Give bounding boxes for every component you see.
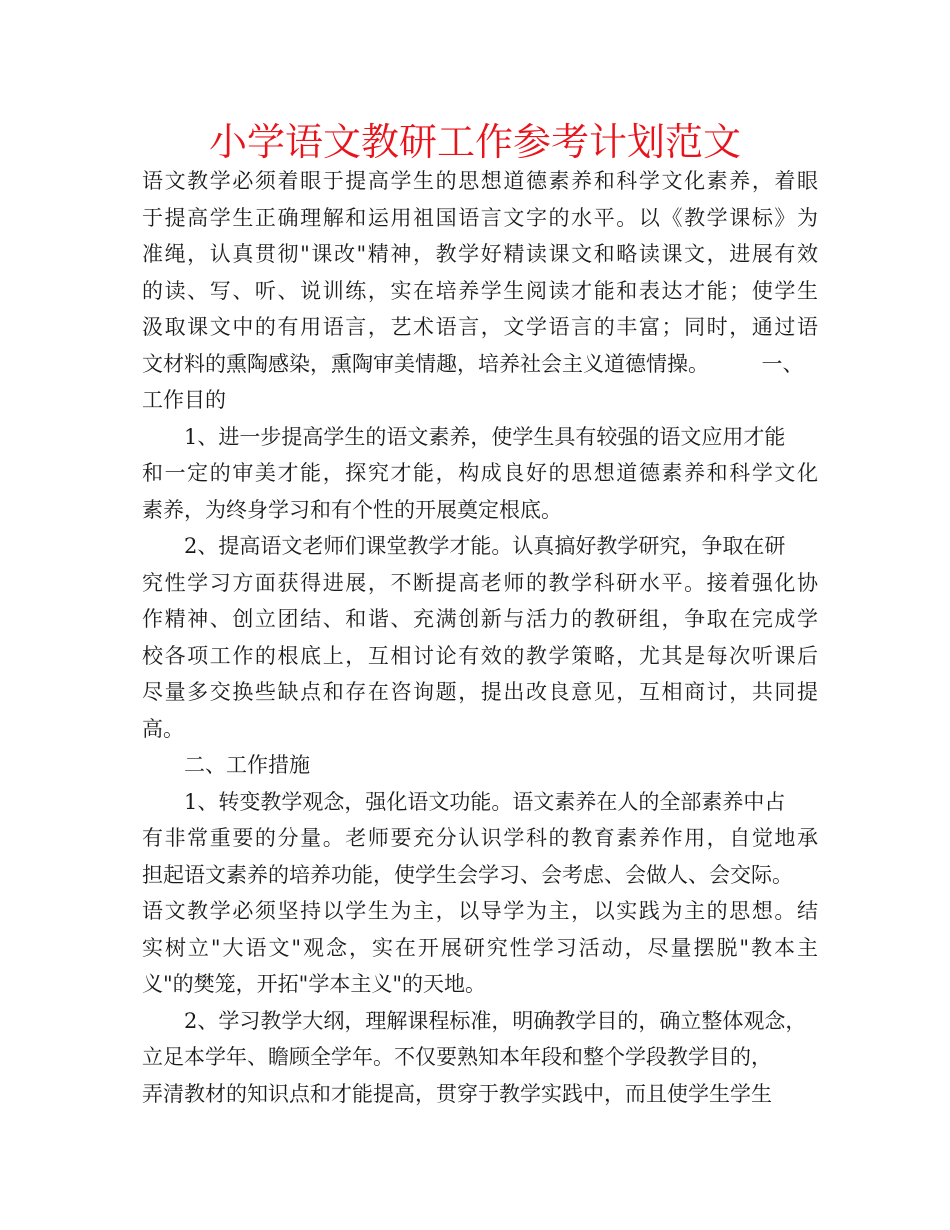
- document-title: 小学语文教研工作参考计划范文: [208, 120, 741, 164]
- text-line: 义"的樊笼，开拓"学本主义"的天地。: [142, 972, 486, 996]
- text-line: 立足本学年、瞻顾全学年。不仅要熟知本年段和整个学段教学目的，: [142, 1045, 772, 1069]
- text-line: 于提高学生正确理解和运用祖国语言文字的水平。以《教学课标》为: [142, 205, 818, 230]
- text-line: 语文教学必须着眼于提高学生的思想道德素养和科学文化素养，着眼: [142, 169, 818, 193]
- text-line: 校各项工作的根底上，互相讨论有效的教学策略，尤其是每次听课后: [142, 643, 818, 668]
- text-line: 担起语文素养的培养功能，使学生会学习、会考虑、会做人、会交际。: [142, 862, 793, 887]
- text-line: 1、进一步提高学生的语文素养，使学生具有较强的语文应用才能: [184, 424, 786, 449]
- text-line: 实树立"大语文"观念，实在开展研究性学习活动，尽量摆脱"教本主: [142, 935, 818, 960]
- text-line: 尽量多交换些缺点和存在咨询题，提出改良意见，互相商讨，共同提: [142, 680, 818, 704]
- text-line: 2、学习教学大纲，理解课程标准，明确教学目的，确立整体观念，: [184, 1008, 807, 1033]
- text-line: 作精神、创立团结、和谐、充满创新与活力的教研组，争取在完成学: [142, 607, 818, 631]
- document-body: [142, 163, 818, 1112]
- text-line: 工作目的: [142, 388, 226, 412]
- text-line: 素养，为终身学习和有个性的开展奠定根底。: [142, 497, 562, 522]
- text-line: 文材料的熏陶感染，熏陶审美情趣，培养社会主义道德情操。 一、: [142, 351, 804, 376]
- section-heading: 二、工作措施: [184, 753, 310, 777]
- text-line: 究性学习方面获得进展，不断提高老师的教学科研水平。接着强化协: [142, 570, 818, 595]
- text-line: 准绳，认真贯彻"课改"精神，教学好精读课文和略读课文，进展有效: [142, 242, 818, 266]
- text-line: 汲取课文中的有用语言，艺术语言，文学语言的丰富；同时，通过语: [142, 315, 818, 339]
- text-line: 1、转变教学观念，强化语文功能。语文素养在人的全部素养中占: [184, 789, 786, 814]
- text-line: 有非常重要的分量。老师要充分认识学科的教育素养作用，自觉地承: [142, 826, 818, 850]
- text-line: 和一定的审美才能，探究才能，构成良好的思想道德素养和科学文化: [142, 461, 818, 485]
- text-line: 高。: [142, 716, 184, 741]
- text-line: 语文教学必须坚持以学生为主，以导学为主，以实践为主的思想。结: [142, 899, 818, 923]
- text-line: 弄清教材的知识点和才能提高，贯穿于教学实践中，而且使学生学生: [142, 1081, 772, 1106]
- text-line: 2、提高语文老师们课堂教学才能。认真搞好教学研究，争取在研: [184, 534, 786, 558]
- text-line: 的读、写、听、说训练，实在培养学生阅读才能和表达才能；使学生: [142, 278, 818, 303]
